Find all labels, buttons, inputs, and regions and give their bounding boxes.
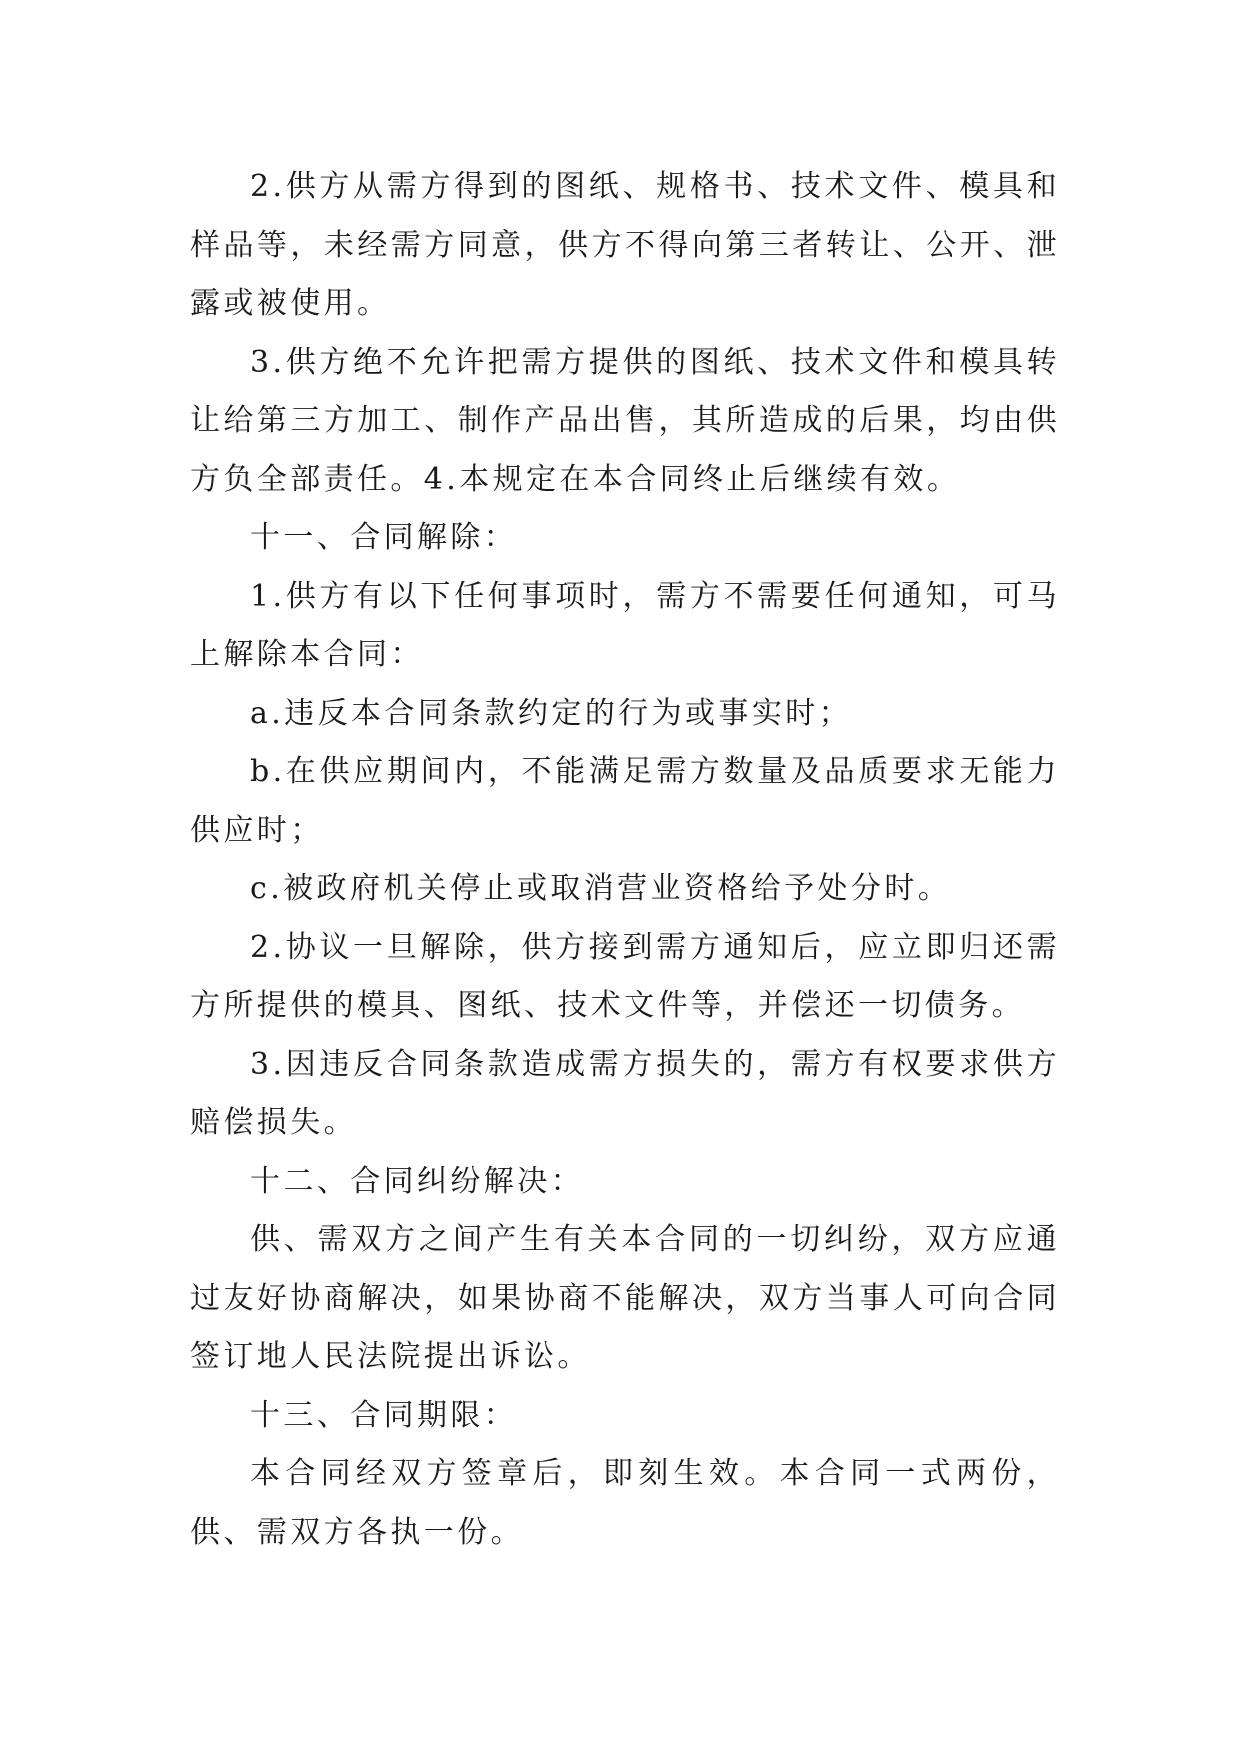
paragraph-termination-1a: a.违反本合同条款约定的行为或事实时；: [250, 695, 853, 731]
section-heading-term: 十三、合同期限：: [250, 1397, 518, 1433]
paragraph-termination-1c: c.被政府机关停止或取消营业资格给予处分时。: [250, 871, 952, 906]
paragraph-termination-3: 3.因违反合同条款造成需方损失的，需方有权要求供方赔偿损失。: [190, 1046, 1060, 1140]
section-heading-dispute: 十二、合同纠纷解决：: [250, 1163, 584, 1199]
paragraph-termination-2: 2.协议一旦解除，供方接到需方通知后，应立即归还需方所提供的模具、图纸、技术文件等，并偿还一切债务。: [190, 929, 1060, 1023]
section-heading-termination: 十一、合同解除：: [250, 520, 518, 555]
paragraph-confidentiality-2: 2.供方从需方得到的图纸、规格书、技术文件、模具和样品等，未经需方同意，供方不得向第三者转让、公开、泄露或被使用。: [190, 169, 1060, 321]
paragraph-termination-1b: b.在供应期间内，不能满足需方数量及品质要求无能力供应时；: [190, 754, 1060, 848]
paragraph-dispute: 供、需双方之间产生有关本合同的一切纠纷，双方应通过友好协商解决，如果协商不能解决，双方当事人可向合同签订地人民法院提出诉讼。: [190, 1222, 1060, 1374]
paragraph-term: 本合同经双方签章后，即刻生效。本合同一式两份，供、需双方各执一份。: [190, 1456, 1060, 1550]
document-page: [190, 158, 1060, 1562]
paragraph-confidentiality-3: 3.供方绝不允许把需方提供的图纸、技术文件和模具转让给第三方加工、制作产品出售，其所造成的后果，均由供方负全部责任。4.本规定在本合同终止后继续有效。: [190, 344, 1060, 497]
paragraph-termination-1: 1.供方有以下任何事项时，需方不需要任何通知，可马上解除本合同：: [190, 578, 1060, 672]
